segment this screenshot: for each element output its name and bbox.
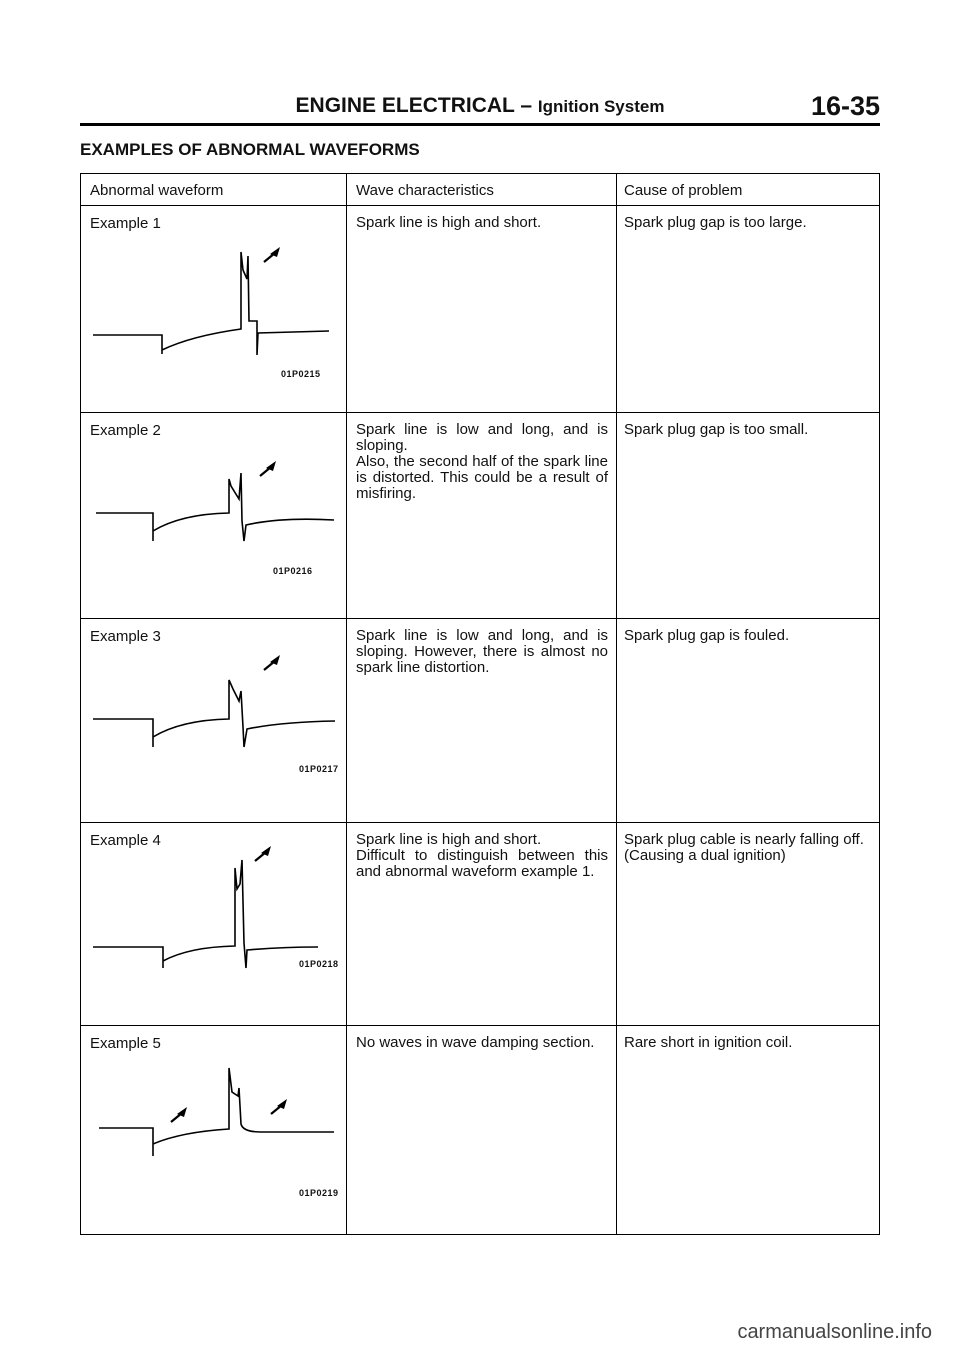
problem-cause: Spark plug gap is too large. bbox=[624, 214, 807, 231]
figure-code: 01P0216 bbox=[273, 566, 313, 576]
table-row bbox=[81, 206, 881, 412]
example-label: Example 1 bbox=[90, 215, 161, 232]
page-header bbox=[80, 91, 880, 124]
table-row bbox=[81, 823, 881, 1025]
table-row bbox=[81, 1026, 881, 1234]
column-header-waveform: Abnormal waveform bbox=[90, 182, 224, 199]
header-subtitle: Ignition System bbox=[537, 97, 665, 116]
example-label: Example 3 bbox=[90, 628, 161, 645]
waveform-diagram bbox=[81, 823, 349, 1023]
wave-characteristics: Spark line is low and long, and is sloping. However, there is almost no spark line distortion. bbox=[356, 627, 608, 676]
page-number: 16-35 bbox=[810, 91, 880, 121]
waveform-table bbox=[80, 173, 880, 1235]
example-label: Example 2 bbox=[90, 422, 161, 439]
table-row bbox=[81, 413, 881, 618]
table-row bbox=[81, 619, 881, 822]
wave-characteristics: Spark line is high and short. Difficult to distinguish between this and abnormal waveform example 1. bbox=[356, 831, 608, 880]
wave-characteristics: Spark line is low and long, and is sloping. Also, the second half of the spark line is distorted. This could be a result of misfiring. bbox=[356, 421, 608, 502]
header-dash: – bbox=[520, 94, 533, 117]
problem-cause: Spark plug gap is too small. bbox=[624, 421, 809, 438]
header-title: ENGINE ELECTRICAL bbox=[295, 94, 515, 117]
example-label: Example 5 bbox=[90, 1035, 161, 1052]
figure-code: 01P0215 bbox=[281, 369, 321, 379]
figure-code: 01P0217 bbox=[299, 764, 339, 774]
waveform-diagram bbox=[81, 619, 349, 819]
column-header-cause: Cause of problem bbox=[624, 182, 743, 199]
figure-code: 01P0218 bbox=[299, 959, 339, 969]
watermark: carmanualsonline.info bbox=[737, 1321, 932, 1343]
header-rule bbox=[80, 123, 880, 126]
figure-code: 01P0219 bbox=[299, 1188, 339, 1198]
column-header-characteristics: Wave characteristics bbox=[356, 182, 494, 199]
example-label: Example 4 bbox=[90, 832, 161, 849]
wave-characteristics: Spark line is high and short. bbox=[356, 214, 542, 231]
section-title: EXAMPLES OF ABNORMAL WAVEFORMS bbox=[80, 140, 420, 159]
waveform-diagram bbox=[81, 413, 349, 613]
wave-characteristics: No waves in wave damping section. bbox=[356, 1034, 595, 1051]
problem-cause: Rare short in ignition coil. bbox=[624, 1034, 793, 1051]
problem-cause: Spark plug gap is fouled. bbox=[624, 627, 790, 644]
problem-cause: Spark plug cable is nearly falling off. (Causing a dual ignition) bbox=[624, 831, 864, 864]
